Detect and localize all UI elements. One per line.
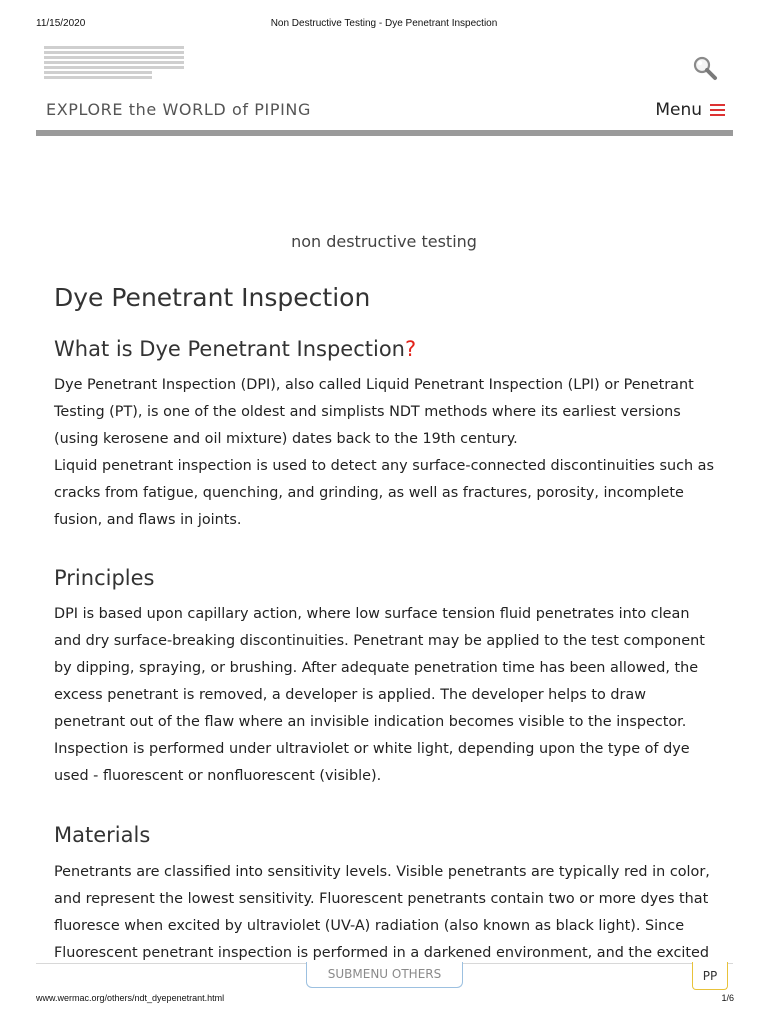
site-header	[36, 44, 733, 136]
menu-label: Menu	[655, 100, 702, 120]
print-page-number: 1/6	[721, 993, 734, 1003]
site-tagline: EXPLORE the WORLD of PIPING	[46, 100, 311, 119]
menu-button[interactable]	[655, 100, 725, 120]
paragraph-materials: Penetrants are classified into sensitivity levels. Visible penetrants are typically red in color, and represent the lowest sensitivity. Fluorescent penetrants contain two or more dyes that fluoresce when excited by ultraviolet (UV-A) radiation (also known as black light). Since Fluorescent penetrant inspection is performed in a darkened environment, and the excited	[54, 864, 710, 961]
section-heading-what-is: What is Dye Penetrant Inspection?	[54, 337, 417, 361]
pp-button[interactable]: PP	[692, 962, 728, 990]
question-mark: ?	[404, 337, 417, 361]
search-button[interactable]	[691, 54, 719, 82]
print-date: 11/15/2020	[36, 18, 86, 29]
paragraph-principles: DPI is based upon capillary action, where low surface tension fluid penetrates into clean and dry surface-breaking discontinuities. Penetrant may be applied to the test component by dipping, spraying, or brushing. After adequate penetration time has been allowed, the excess penetrant is removed, a developer is applied. The developer helps to draw penetrant out of the flaw where an invisible indication becomes visible to the inspector. Inspection is performed under ultraviolet or white light, depending upon the type of dye used - fluorescent or nonfluorescent (visible).	[54, 606, 705, 784]
print-document-title: Non Destructive Testing - Dye Penetrant Inspection	[270, 18, 498, 29]
print-footer	[0, 993, 768, 1007]
header-divider	[36, 130, 733, 136]
paragraph-what-is-2: Liquid penetrant inspection is used to detect any surface-connected discontinuities such as cracks from fatigue, quenching, and grinding, as well as fractures, porosity, incomplete fusion, and flaws in joints.	[54, 458, 714, 528]
print-url: www.wermac.org/others/ndt_dyepenetrant.html	[36, 993, 225, 1003]
hamburger-icon	[710, 101, 725, 119]
section-heading-principles: Principles	[54, 566, 155, 590]
article-category: non destructive testing	[291, 232, 477, 251]
magnifier-icon	[691, 54, 719, 82]
print-header	[0, 18, 768, 32]
submenu-others-button[interactable]: SUBMENU OTHERS	[306, 962, 463, 988]
paragraph-what-is-1: Dye Penetrant Inspection (DPI), also called Liquid Penetrant Inspection (LPI) or Penetrant Testing (PT), is one of the oldest and simplists NDT methods where its earliest versions (using kerosene and oil mixture) dates back to the 19th century.	[54, 377, 694, 447]
section-heading-materials: Materials	[54, 823, 151, 847]
site-logo[interactable]	[44, 44, 186, 82]
page-title: Dye Penetrant Inspection	[54, 283, 371, 312]
